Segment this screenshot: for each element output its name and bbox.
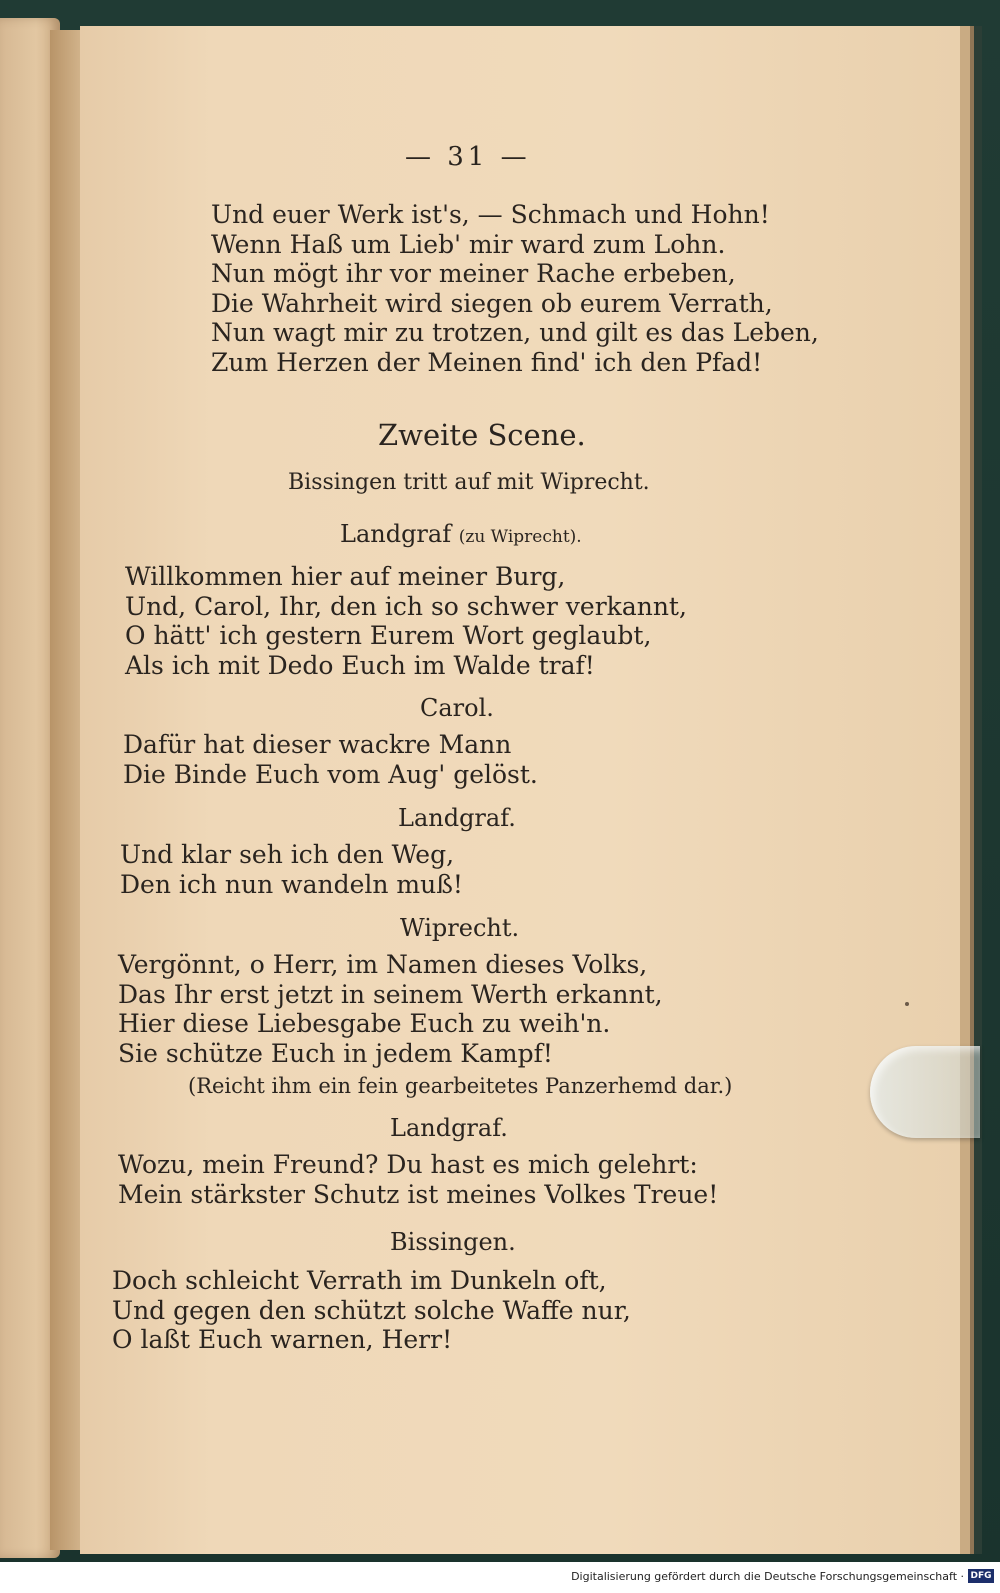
verse-line: Die Binde Euch vom Aug' gelöst. bbox=[123, 759, 538, 789]
speaker-wiprecht: Wiprecht. bbox=[400, 914, 520, 942]
verse-line: Und klar seh ich den Weg, bbox=[120, 840, 455, 869]
stanza-6 bbox=[118, 1150, 718, 1209]
verse-line: Doch schleicht Verrath im Dunkeln oft, bbox=[112, 1266, 607, 1295]
verse-line: Nun mögt ihr vor meiner Rache erbeben, bbox=[211, 259, 736, 288]
persons-line: Bissingen tritt auf mit Wiprecht. bbox=[288, 470, 650, 495]
verse-line: Willkommen hier auf meiner Burg, bbox=[125, 562, 566, 591]
verse-line: Als ich mit Dedo Euch im Walde traf! bbox=[125, 650, 595, 680]
verse-line: Zum Herzen der Meinen find' ich den Pfad! bbox=[211, 347, 763, 377]
verse-line: Wozu, mein Freund? Du hast es mich gelehrt: bbox=[118, 1150, 698, 1179]
verse-line: Sie schütze Euch in jedem Kampf! bbox=[118, 1038, 553, 1068]
page-number: — 31 — bbox=[405, 142, 531, 172]
stanza-7 bbox=[112, 1266, 631, 1355]
verse-line: Nun wagt mir zu trotzen, und gilt es das Leben, bbox=[211, 318, 819, 347]
verse-line: Dafür hat dieser wackre Mann bbox=[123, 730, 512, 759]
verse-line: Mein stärkster Schutz ist meines Volkes Treue! bbox=[118, 1179, 719, 1209]
stanza-4 bbox=[120, 840, 463, 899]
speaker-landgraf-2: Landgraf. bbox=[398, 804, 516, 832]
stanza-3 bbox=[123, 730, 538, 789]
verse-line: Wenn Haß um Lieb' mir ward zum Lohn. bbox=[211, 229, 726, 259]
speaker-bissingen: Bissingen. bbox=[390, 1228, 516, 1256]
verse-line: Hier diese Liebesgabe Euch zu weih'n. bbox=[118, 1009, 611, 1038]
page-clip-tab bbox=[870, 1046, 980, 1138]
verse-line: Die Wahrheit wird siegen ob eurem Verrath, bbox=[211, 288, 773, 318]
speaker-carol: Carol. bbox=[420, 694, 494, 722]
verse-line: Den ich nun wandeln muß! bbox=[120, 869, 463, 899]
ink-spot bbox=[905, 1002, 909, 1006]
verse-line: Und gegen den schützt solche Waffe nur, bbox=[112, 1295, 631, 1325]
speaker-name: Landgraf bbox=[340, 520, 452, 548]
dfg-logo: DFG bbox=[968, 1569, 994, 1583]
stanza-2 bbox=[125, 562, 687, 680]
verse-line: O hätt' ich gestern Eurem Wort geglaubt, bbox=[125, 621, 652, 650]
verse-line: Und euer Werk ist's, — Schmach und Hohn! bbox=[211, 200, 770, 229]
verse-line: O laßt Euch warnen, Herr! bbox=[112, 1325, 453, 1354]
speaker-landgraf-3: Landgraf. bbox=[390, 1114, 508, 1142]
stanza-1 bbox=[211, 200, 819, 377]
stanza-5 bbox=[118, 950, 663, 1068]
footer-credit: Digitalisierung gefördert durch die Deutsche Forschungsgemeinschaft · bbox=[571, 1570, 964, 1583]
speaker-landgraf bbox=[340, 520, 582, 548]
verse-line: Das Ihr erst jetzt in seinem Werth erkannt, bbox=[118, 979, 663, 1009]
verse-line: Vergönnt, o Herr, im Namen dieses Volks, bbox=[118, 950, 648, 979]
verse-line: Und, Carol, Ihr, den ich so schwer verkannt, bbox=[125, 591, 687, 621]
speaker-note: (zu Wiprecht). bbox=[458, 527, 582, 547]
stage-direction: (Reicht ihm ein fein gearbeitetes Panzerhemd dar.) bbox=[188, 1074, 733, 1098]
scene-title: Zweite Scene. bbox=[378, 418, 586, 452]
